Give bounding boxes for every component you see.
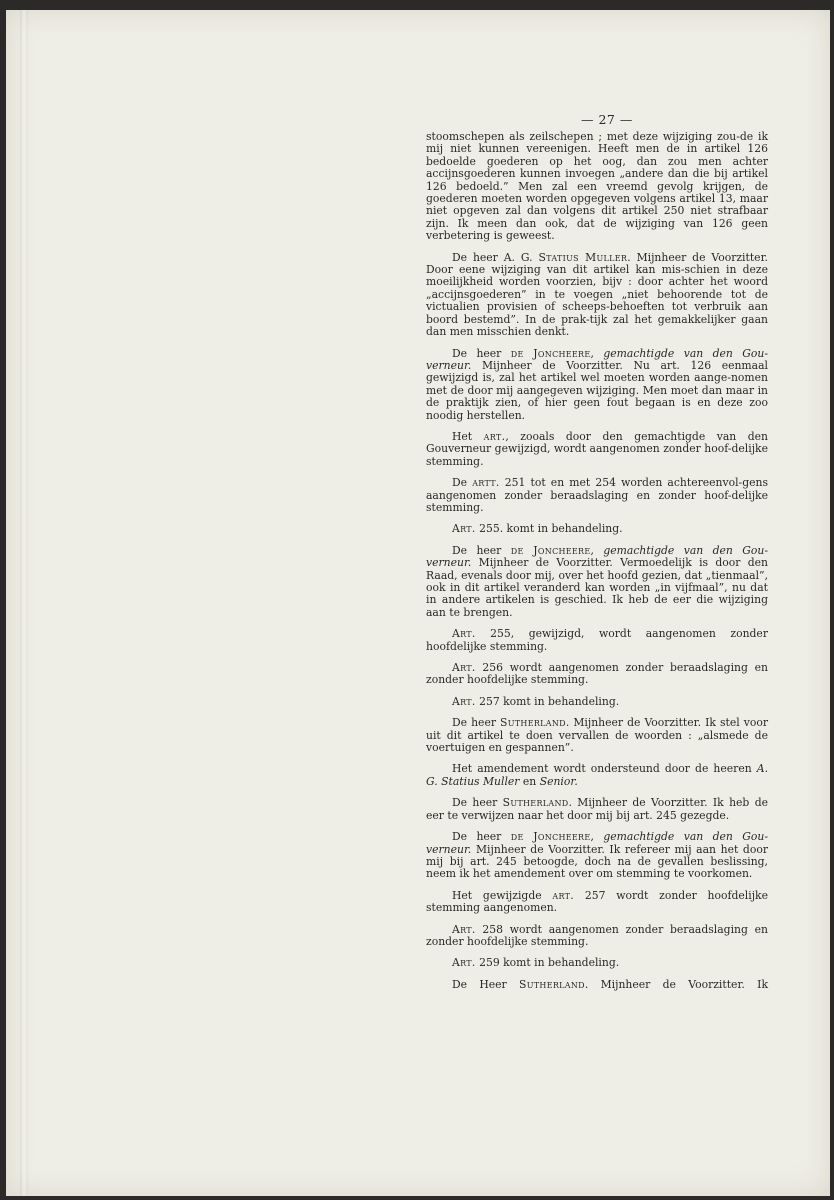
name-smallcaps: Art. bbox=[452, 922, 476, 936]
name-smallcaps: Statius Muller bbox=[538, 250, 628, 264]
text-run: 255, gewijzigd, wordt aangenomen zonder hoofdelijke stemming. bbox=[426, 627, 768, 653]
italic-text: Senior. bbox=[539, 774, 578, 788]
text-run: 256 wordt aangenomen zonder beraadslaging en zonder hoofdelijke stemming. bbox=[426, 661, 768, 687]
text-run: 257 wordt zonder hoofdelijke stemming aangenomen. bbox=[426, 888, 768, 915]
text-run: De Heer bbox=[452, 977, 520, 991]
paragraph bbox=[426, 131, 768, 243]
paragraph bbox=[426, 348, 768, 422]
paragraph bbox=[426, 662, 768, 687]
paragraph bbox=[426, 979, 768, 991]
text-run: , bbox=[590, 543, 604, 557]
paragraph bbox=[426, 696, 768, 708]
italic-text: gemachtigde van den Gou-verneur. bbox=[426, 346, 768, 372]
italic-text: gemachtigde van den Gou-verneur. bbox=[426, 830, 768, 856]
text-run: De heer bbox=[452, 716, 501, 730]
text-run: Het gewijzigde bbox=[452, 888, 553, 902]
paragraph bbox=[426, 252, 768, 339]
name-smallcaps: Art. bbox=[452, 522, 476, 536]
document-page bbox=[6, 10, 830, 1196]
name-smallcaps: Sutherland bbox=[519, 977, 585, 991]
paragraph bbox=[426, 717, 768, 754]
text-run: 257 komt in behandeling. bbox=[475, 694, 620, 708]
name-smallcaps: de Joncheere bbox=[510, 543, 591, 557]
paragraph bbox=[426, 545, 768, 619]
paragraph bbox=[426, 763, 768, 788]
paragraph bbox=[426, 628, 768, 653]
text-run: De heer bbox=[452, 346, 511, 360]
name-smallcaps: Sutherland bbox=[500, 716, 566, 730]
text-run: , bbox=[590, 830, 604, 844]
paragraph bbox=[426, 890, 768, 915]
paragraph bbox=[426, 523, 768, 535]
text-run: Mijnheer de Voorzitter. Ik refereer mij aan het door mij bij art. 245 betoogde, doch na de gevallen beslissing, neem ik het amendement over om stemming te voorkomen. bbox=[426, 842, 768, 881]
text-run: stoomschepen als zeilschepen ; met deze wijziging zou-de ik mij niet kunnen vereenigen. Heeft men de in artikel 126 bedoelde goederen op het oog, dan zou men achter accijnsgoederen kunnen invoegen „andere dan die bij artikel 126 bedoeld.” Men zal een vreemd gevolg krijgen, de goederen moeten worden opgegeven volgens artikel 13, maar niet opgeven zal dan volgens dit artikel 250 niet strafbaar zijn. Ik meen dan ook, dat de wijziging van 126 geen verbetering is geweest. bbox=[426, 130, 768, 243]
text-run: Mijnheer de Voorzitter. Vermoedelijk is door den Raad, evenals door mij, over het hoofd gezien, dat „tienmaal”, ook in dit artikel veranderd kan worden „in vijfmaal”, nu dat in andere artikelen is geschied. Ik heb de eer die wijziging aan te brengen. bbox=[426, 556, 768, 619]
text-run: 259 komt in behandeling. bbox=[475, 956, 620, 970]
text-run: . Mijnheer de Voorzitter. Ik bbox=[584, 977, 768, 991]
name-smallcaps: Art. bbox=[452, 627, 476, 641]
text-run: , bbox=[590, 346, 604, 360]
page-number: — 27 — bbox=[581, 112, 633, 127]
text-run: Het bbox=[452, 429, 484, 443]
text-run: Mijnheer de Voorzitter. Nu art. 126 eenmaal gewijzigd is, zal het artikel wel moeten worden aange-nomen met de door mij aangegeven wijziging. Men moet dan maar in de praktijk zien, of hier geen fout begaan is en deze zoo noodig herstellen. bbox=[426, 358, 768, 422]
text-run: . Mijnheer de Voorzitter. Ik stel voor uit dit artikel te doen vervallen de woorden : „alsmede de voertuigen en gespannen”. bbox=[426, 716, 768, 755]
text-column bbox=[426, 131, 768, 1000]
name-smallcaps: de Joncheere bbox=[510, 346, 591, 360]
text-run: 251 tot en met 254 worden achtereenvol-gens aangenomen zonder beraadslaging en zonder hoof-delijke stemming. bbox=[426, 476, 768, 514]
name-smallcaps: art. bbox=[483, 429, 506, 443]
text-run: De bbox=[452, 476, 473, 490]
page-fold bbox=[20, 10, 28, 1196]
text-run: De heer bbox=[452, 796, 503, 810]
text-run: De heer A. G. bbox=[452, 250, 539, 264]
name-smallcaps: Art. bbox=[452, 661, 476, 675]
text-run: , zooals door den gemachtigde van den Gouverneur gewijzigd, wordt aangenomen zonder hoof-delijke stemming. bbox=[426, 429, 769, 468]
paragraph bbox=[426, 924, 768, 949]
text-run: en bbox=[519, 774, 540, 788]
italic-text: gemachtigde van den Gou-verneur. bbox=[426, 543, 768, 570]
text-run: 255. komt in behandeling. bbox=[475, 522, 623, 536]
name-smallcaps: Art. bbox=[452, 694, 476, 708]
text-run: De heer bbox=[452, 543, 511, 557]
name-smallcaps: art. bbox=[552, 888, 575, 902]
paragraph bbox=[426, 477, 768, 514]
italic-text: A. G. Statius Muller bbox=[426, 762, 768, 788]
paragraph bbox=[426, 957, 768, 969]
text-run: . Mijnheer de Voorzitter. Ik heb de eer te verwijzen naar het door mij bij art. 245 gezegde. bbox=[426, 796, 768, 822]
paragraph bbox=[426, 431, 768, 468]
name-smallcaps: de Joncheere bbox=[510, 830, 591, 844]
text-run: 258 wordt aangenomen zonder beraadslaging en zonder hoofdelijke stemming. bbox=[426, 922, 768, 948]
text-run: Het amendement wordt ondersteund door de heeren bbox=[452, 762, 757, 776]
text-run: De heer bbox=[452, 830, 511, 844]
text-run: . Mijnheer de Voorzitter. Door eene wijziging van dit artikel kan mis-schien in deze moeilijkheid worden voorzien, bijv : door achter het woord „accijnsgoederen” in te voegen „niet behoorende tot de victualien provisien of scheeps-behoeften tot verbruik aan boord bestemd”. In de prak-tijk zal het gemakkelijker gaan dan men misschien denkt. bbox=[426, 250, 768, 339]
paragraph bbox=[426, 797, 768, 822]
name-smallcaps: Art. bbox=[452, 956, 476, 970]
name-smallcaps: Sutherland bbox=[502, 796, 569, 810]
paragraph bbox=[426, 831, 768, 881]
name-smallcaps: artt. bbox=[472, 476, 500, 490]
